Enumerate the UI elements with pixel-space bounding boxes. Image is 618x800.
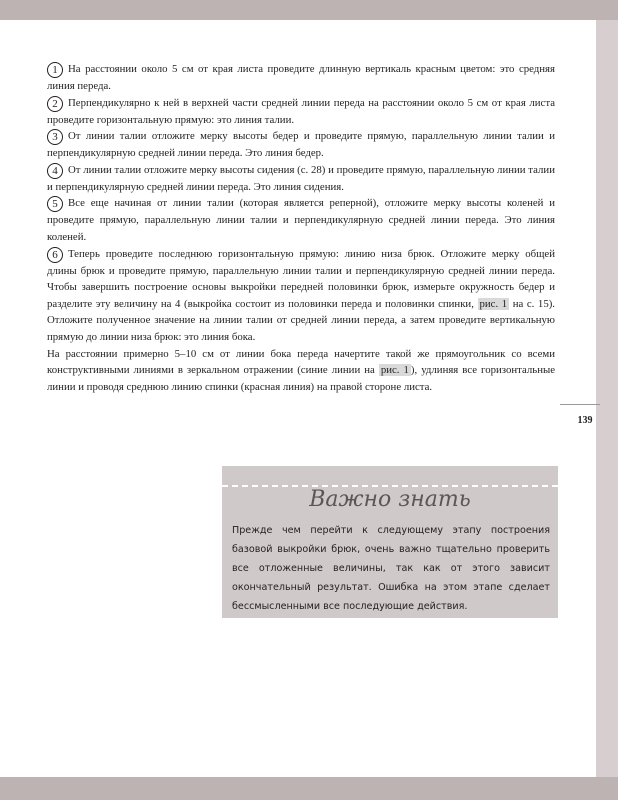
page-number: 139 [577,415,593,426]
figure-reference: рис. 1 [380,364,409,377]
figure-reference: рис. 1 [479,297,508,310]
top-decorative-bar [0,0,618,20]
step-6-text-after: на с. 15). Отложите полученное значение на линии талии от средней линии переда, а затем проведите вертикальную прямую до линии низа брюк: это линия бока. [47,297,556,343]
page-number-rule [560,404,600,405]
step-number-3: 3 [47,129,63,145]
note-text: Прежде чем перейти к следующему этапу построения базовой выкройки брюк, очень важно тщательно проверить все отложенные величины, так как от этого зависит окончательный результат. Ошибка на этом этапе сделает бессмысленными все последующие действия. [232,525,550,612]
step-1-text: На расстоянии около 5 см от края листа проведите длинную вертикаль красным цветом: это средняя линия переда. [47,63,555,92]
right-decorative-bar [596,20,618,777]
step-3-text: От линии талии отложите мерку высоты бедер и проведите прямую, параллельную линии талии и перпендикулярную средней линии переда. Это линия бедер. [47,130,555,160]
step-2-text: Перпендикулярно к ней в верхней части средней линии переда на расстоянии около 5 см от края листа проведите горизонтальную прямую: это линия талии. [47,96,555,126]
note-title: Важно знать [309,487,471,512]
step-4-text: От линии талии отложите мерку высоты сидения (с. 28) и проведите прямую, параллельную линии талии и перпендикулярную средней линии переда. Это линия сидения. [47,163,555,193]
step-1 [47,61,555,95]
step-3 [47,128,555,162]
closing-text-before: На расстоянии примерно 5–10 см от линии бока переда начертите такой же прямоугольник со всеми конструктивными линиями в зеркальном отражении (синие линии на [47,347,555,377]
step-6-text-before: Теперь проведите последнюю горизонтальную прямую: линию низа брюк. Отложите мерку общей длины брюк и проведите прямую, параллельную линии талии и перпендикулярную средней линии переда. Чтобы завершить построение основы выкройки передней половинки брюк, измерьте окружность бедер и разделите эту величину на 4 (выкройка состоит из половинки переда и половинки спинки, [47,247,555,310]
step-number-1: 1 [47,62,63,78]
step-6 [47,246,555,346]
step-number-5: 5 [47,196,63,212]
step-2 [47,95,555,129]
step-5 [47,195,555,245]
step-number-2: 2 [47,96,63,112]
main-text [47,61,555,395]
step-number-4: 4 [47,163,63,179]
step-5-text: Все еще начиная от линии талии (которая является реперной), отложите мерку высоты коленей и проведите прямую, параллельную линии талии и перпендикулярную средней линии переда. Это линия коленей. [47,197,555,243]
step-4 [47,162,555,196]
step-number-6: 6 [47,247,63,263]
closing-paragraph [47,346,555,396]
bottom-decorative-bar [0,777,618,800]
closing-text-after: ), удлиняя все горизонтальные линии и проводя среднюю линию спинки (красная линия) на правой стороне листа. [47,364,556,393]
